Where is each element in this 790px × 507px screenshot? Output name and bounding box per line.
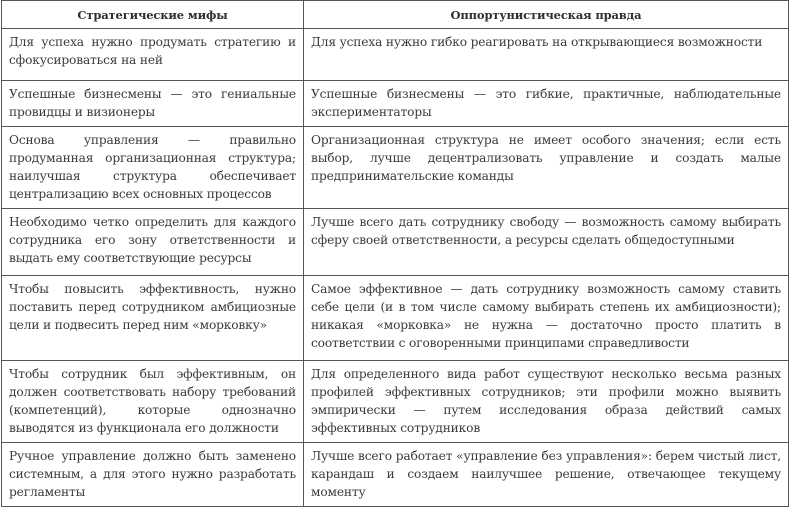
- truth-cell: Организационная структура не имеет особого значения; если есть выбор, лучше децентрализовать управление и создать малые предпринимательские команды: [304, 127, 789, 209]
- header-strategic-myths: Стратегические мифы: [2, 1, 304, 29]
- myth-cell: Чтобы повысить эффективность, нужно поставить перед сотрудником амбициозные цели и подвесить перед ним «морковку»: [2, 276, 304, 361]
- myth-cell: Основа управления — правильно продуманная организационная структура; наилучшая структура обеспечивает централизацию всех основных процессов: [2, 127, 304, 209]
- truth-cell: Для успеха нужно гибко реагировать на открывающиеся возможности: [304, 29, 789, 81]
- myth-cell: Ручное управление должно быть заменено системным, а для этого нужно разработать регламенты: [2, 443, 304, 507]
- truth-cell: Самое эффективное — дать сотруднику возможность самому ставить себе цели (и в том числе самому выбирать степень их амбициозности); никакая «морковка» не нужна — достаточно просто платить в соответствии с оговоренными принципами справедливости: [304, 276, 789, 361]
- myth-cell: Успешные бизнесмены — это гениальные провидцы и визионеры: [2, 81, 304, 127]
- table-row: [2, 127, 789, 209]
- table-row: [2, 276, 789, 361]
- table-row: [2, 361, 789, 443]
- header-opportunistic-truth: Оппортунистическая правда: [304, 1, 789, 29]
- myths-vs-truth-table: [1, 0, 789, 507]
- truth-cell: Для определенного вида работ существуют несколько весьма разных профилей эффективных сотрудников; эти профили можно выявить эмпирически — путем исследования образа действий самых эффективных сотрудников: [304, 361, 789, 443]
- truth-cell: Лучше всего дать сотруднику свободу — возможность самому выбирать сферу своей ответственности, а ресурсы сделать общедоступными: [304, 209, 789, 276]
- table-row: [2, 81, 789, 127]
- truth-cell: Лучше всего работает «управление без управления»: берем чистый лист, карандаш и создаем наилучшее решение, отвечающее текущему моменту: [304, 443, 789, 507]
- table-row: [2, 29, 789, 81]
- table-row: [2, 443, 789, 507]
- myth-cell: Чтобы сотрудник был эффективным, он должен соответствовать набору требований (компетенций), которые однозначно выводятся из функционала его должности: [2, 361, 304, 443]
- header-row: [2, 1, 789, 29]
- myth-cell: Необходимо четко определить для каждого сотрудника его зону ответственности и выдать ему соответствующие ресурсы: [2, 209, 304, 276]
- truth-cell: Успешные бизнесмены — это гибкие, практичные, наблюдательные экспериментаторы: [304, 81, 789, 127]
- myth-cell: Для успеха нужно продумать стратегию и сфокусироваться на ней: [2, 29, 304, 81]
- table-row: [2, 209, 789, 276]
